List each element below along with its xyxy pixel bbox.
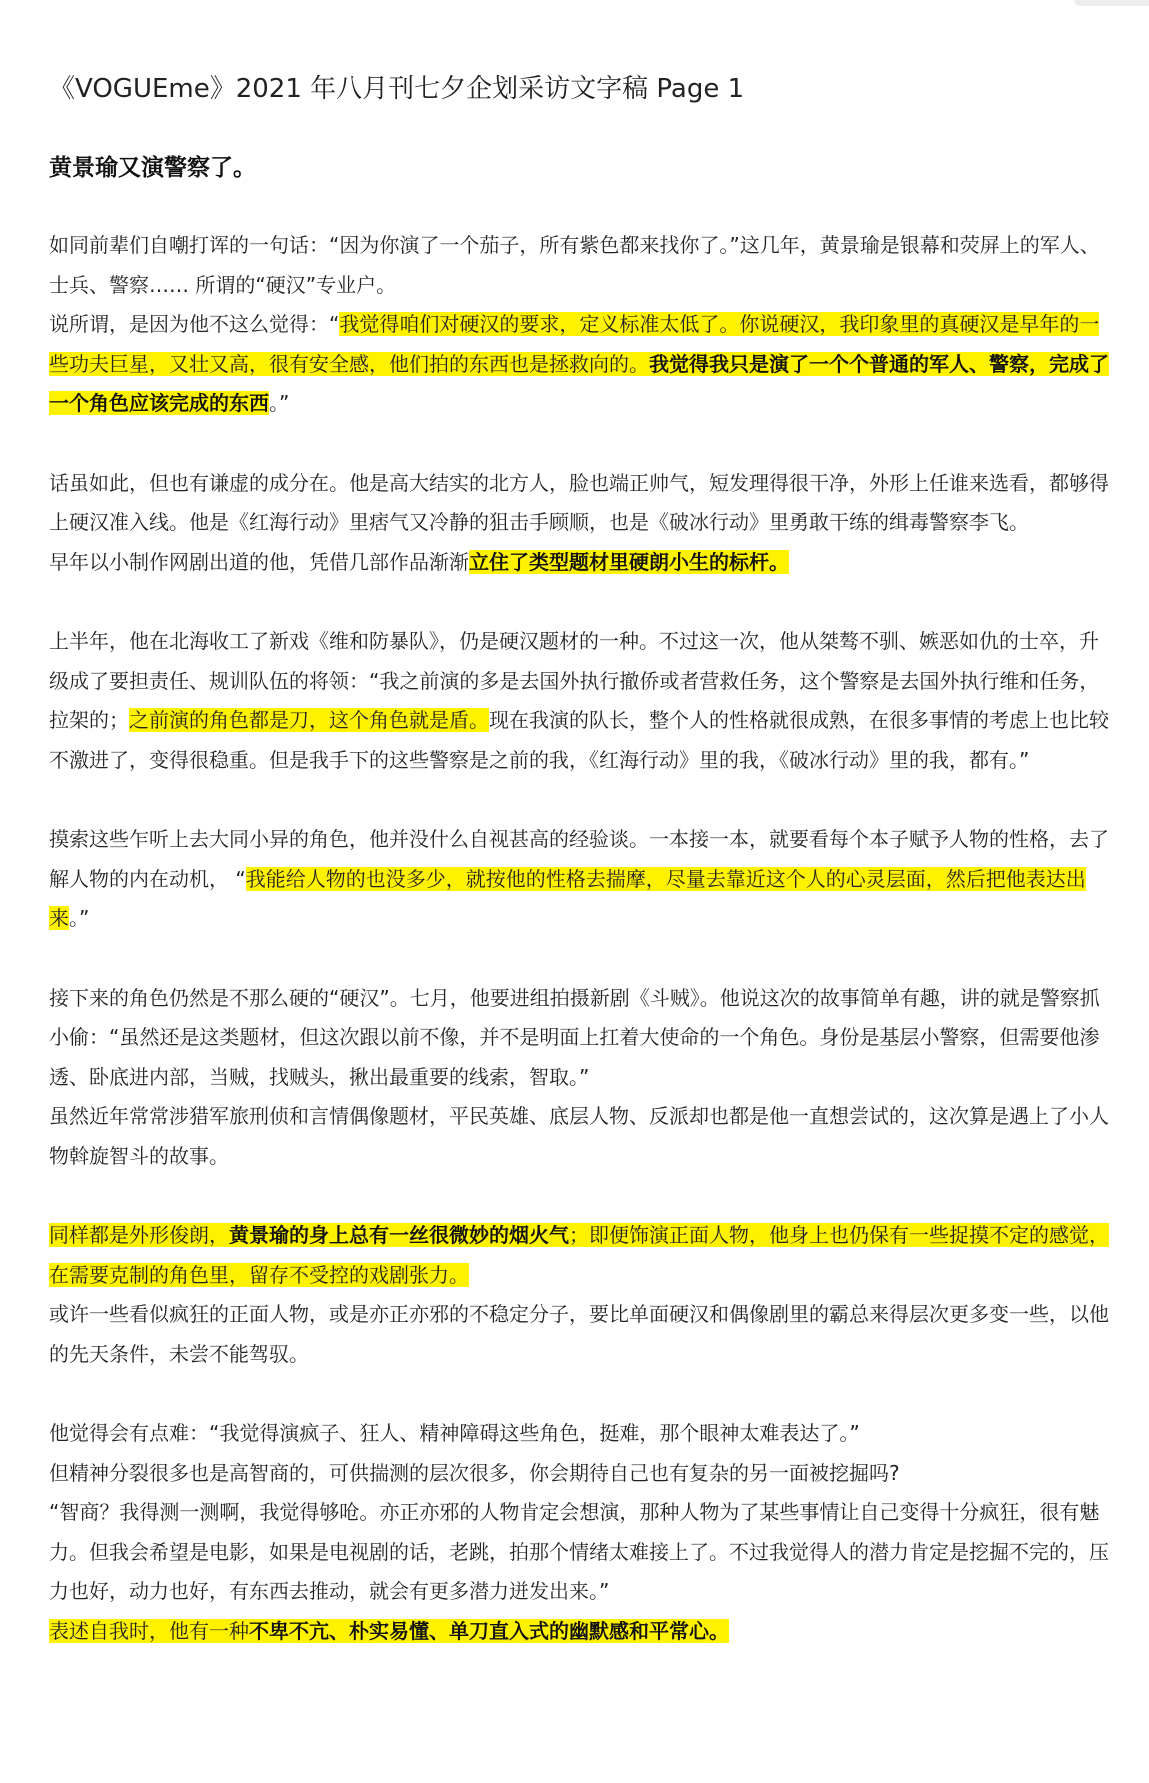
text-run: 如同前辈们自嘲打诨的一句话：“因为你演了一个茄子，所有紫色都来找你了。”这几年，黄景瑜是银幕和荧屏上的军人、士兵、警察…… 所谓的“硬汉”专业户。 bbox=[49, 233, 1100, 297]
paragraph bbox=[49, 1612, 1109, 1652]
paragraph-gap bbox=[49, 1374, 1109, 1414]
paragraph bbox=[49, 1493, 1109, 1612]
paragraph-gap bbox=[49, 1176, 1109, 1216]
highlighted-text: ；即便饰演正面人物，他身上也仍保有一些捉摸不定的感觉，在需要克制的角色里，留存不受控的戏剧张力。 bbox=[49, 1223, 1109, 1287]
paragraph bbox=[49, 979, 1109, 1098]
article-heading: 黄景瑜又演警察了。 bbox=[49, 155, 256, 181]
text-run: 虽然近年常常涉猎军旅刑侦和言情偶像题材，平民英雄、底层人物、反派却也都是他一直想尝试的，这次算是遇上了小人物斡旋智斗的故事。 bbox=[49, 1104, 1109, 1168]
document-body bbox=[49, 72, 1109, 1651]
highlighted-text: 同样都是外形俊朗， bbox=[49, 1223, 229, 1247]
paragraph bbox=[49, 543, 1109, 583]
window-corner-tab bbox=[1074, 0, 1149, 6]
paragraph bbox=[49, 622, 1109, 780]
highlighted-text: 我觉得咱们对硬汉的要求，定义标准太低了。你说硬汉，我印象里的真硬汉是早年的一些功夫巨星，又壮又高，很有安全感，他们拍的东西也是拯救向的。 bbox=[49, 312, 1100, 376]
paragraph bbox=[49, 1454, 1109, 1494]
paragraph bbox=[49, 464, 1109, 543]
text-run: 接下来的角色仍然是不那么硬的“硬汉”。七月，他要进组拍摄新剧《斗贼》。他说这次的故事简单有趣，讲的就是警察抓小偷：“虽然还是这类题材，但这次跟以前不像，并不是明面上扛着大使命的一个角色。身份是基层小警察，但需要他渗透、卧底进内部，当贼，找贼头，揪出最重要的线索，智取。” bbox=[49, 985, 1100, 1089]
paragraph bbox=[49, 1414, 1109, 1454]
highlighted-text: 我能给人物的也没多少，就按他的性格去揣摩，尽量去靠近这个人的心灵层面，然后把他表达出来 bbox=[49, 866, 1086, 930]
text-run: 上半年，他在北海收工了新戏《维和防暴队》，仍是硬汉题材的一种。不过这一次，他从桀骜不驯、嫉恶如仇的士卒，升级成了要担责任、规训队伍的将领：“我之前演的多是去国外执行撤侨或者营救任务，这个警察是去国外执行维和任务，拉架的； bbox=[49, 629, 1100, 732]
text-run: 现在我演的队长，整个人的性格就很成熟，在很多事情的考虑上也比较不激进了，变得很稳重。但是我手下的这些警察是之前的我，《红海行动》里的我，《破冰行动》里的我，都有。” bbox=[49, 708, 1109, 772]
text-run: 他觉得会有点难：“我觉得演疯子、狂人、精神障碍这些角色，挺难，那个眼神太难表达了。” bbox=[49, 1421, 860, 1445]
text-run: 但精神分裂很多也是高智商的，可供揣测的层次很多，你会期待自己也有复杂的另一面被挖掘吗? bbox=[49, 1460, 900, 1485]
paragraph bbox=[49, 1216, 1109, 1295]
paragraph-gap bbox=[49, 424, 1109, 464]
text-run: 或许一些看似疯狂的正面人物，或是亦正亦邪的不稳定分子，要比单面硬汉和偶像剧里的霸总来得层次更多变一些，以他的先天条件，未尝不能驾驭。 bbox=[49, 1302, 1109, 1366]
text-run: 话虽如此，但也有谦虚的成分在。他是高大结实的北方人，脸也端正帅气，短发理得很干净，外形上任谁来选看，都够得上硬汉准入线。他是《红海行动》里痞气又冷静的狙击手顾顺，也是《破冰行动》里勇敢干练的缉毒警察李飞。 bbox=[49, 470, 1109, 534]
text-run: 说所谓，是因为他不这么觉得：“ bbox=[49, 312, 340, 336]
paragraph bbox=[49, 1097, 1109, 1176]
highlighted-bold-text: 我觉得我只是演了一个个普通的军人、警察，完成了一个角色应该完成的东西 bbox=[49, 351, 1109, 415]
document-title: 《VOGUEme》2021 年八月刊七夕企划采访文字稿 Page 1 bbox=[49, 74, 745, 104]
highlighted-bold-text: 不卑不亢、朴实易懂、单刀直入式的幽默感和平常心。 bbox=[249, 1618, 729, 1643]
paragraph bbox=[49, 305, 1109, 424]
text-run: 早年以小制作网剧出道的他，凭借几部作品渐渐 bbox=[49, 549, 469, 574]
text-run: “智商？我得测一测啊，我觉得够呛。亦正亦邪的人物肯定会想演，那种人物为了某些事情让自己变得十分疯狂，很有魅力。但我会希望是电影，如果是电视剧的话，老跳，拍那个情绪太难接上了。不过我觉得人的潜力肯定是挖掘不完的，压力也好，动力也好，有东西去推动，就会有更多潜力迸发出来。” bbox=[49, 1500, 1109, 1603]
text-run: 。” bbox=[69, 906, 90, 930]
paragraph-gap bbox=[49, 780, 1109, 820]
highlighted-bold-text: 立住了类型题材里硬朗小生的标杆。 bbox=[469, 549, 789, 574]
paragraph-gap bbox=[49, 939, 1109, 979]
paragraph-gap bbox=[49, 582, 1109, 622]
highlighted-text: 之前演的角色都是刀，这个角色就是盾。 bbox=[129, 708, 489, 732]
text-run: 。” bbox=[269, 391, 290, 415]
paragraph bbox=[49, 226, 1109, 305]
paragraph bbox=[49, 1295, 1109, 1374]
text-run: 摸索这些乍听上去大同小异的角色，他并没什么自视甚高的经验谈。一本接一本，就要看每个本子赋予人物的性格，去了解人物的内在动机， “ bbox=[49, 827, 1109, 891]
highlighted-bold-text: 黄景瑜的身上总有一丝很微妙的烟火气 bbox=[229, 1223, 569, 1247]
paragraph bbox=[49, 820, 1109, 939]
highlighted-text: 表述自我时，他有一种 bbox=[49, 1618, 249, 1643]
